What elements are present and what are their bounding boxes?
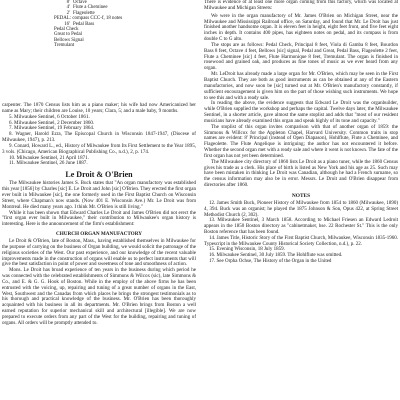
stop-list-item: 16' Pedal Bass — [64, 21, 95, 27]
stop-list-item: Tremulant — [54, 43, 75, 49]
footnote: 14. James Title, Historic Story of the First Baptist Church, Milwaukee, Wisconsin 1835-1960. Typescript in the Milwaukee County Historical Society Collection, n.d.), p. 22. — [204, 235, 398, 247]
paragraph: Mr. LeDroit has already made a large organ for Mr. O'Brien, which may be seen in the First Baptist Church. They are both as good instruments as can be obtained at any of the Eastern manufactories, and now soon be [sic] turned out at Mr. O'Brien's manufactory constantly, if sufficient encouragement is given him on the part of those wishing such instruments. We hope to see this and with a ready sale. — [204, 71, 398, 101]
right-column — [204, 0, 398, 400]
spacer — [2, 49, 196, 103]
stop-list — [54, 0, 196, 49]
footnote: 12. James Smith Buck, Pioneer History of Milwaukee from 1854 to 1860 (Milwaukee, 1890) 4, 394. Buck was an organist; he played the 1875 Johnson & Son, Opus 422, at Spring Street Methodist Church (2, 302). — [204, 201, 398, 218]
paragraph: We were in the organ manufactory of Mr. James O'Brien on Michigan Street, near the Milwaukee and Mississippi Railroad office, on Saturday, and found that Mr. Le Droit has just finished another handsome organ. It is eleven feet in height, eight feet front, and five feet eight inches in depth. It contains 400 pipes, has eighteen notes on pedal, and its compass is from double C to G alto. — [204, 12, 398, 43]
footnote: 9. Conard, Howard L., ed., History of Milwaukee from Its First Settlement to the Year 1895, 3 vols. (Chicago, American Biographical Publishing Co., n.d.), 2, p. 174. — [2, 142, 196, 155]
stop-list-item: PEDAL: compass CCC-f, 18 notes — [54, 16, 123, 22]
stop-list-item: Great to Pedal — [54, 32, 82, 38]
footnote: 10. Milwaukee Sentinel, 21 April 1871. — [9, 154, 89, 161]
footnote: 7. Milwaukee Sentinel, 19 February 1864. — [9, 125, 95, 132]
footnote: 13. Milwaukee Sentinel, 3 March 1858. According to Michael Friesen an Edward Ledroit appears in the 1850 Boston directory as "cabinetmaker, hse. 22 Rochester St." This is the only Boston reference that has been found. — [204, 218, 398, 235]
footnote: 5. Milwaukee Sentinel, 6 October 1861. — [9, 113, 90, 120]
stop-list-item: 8' Octave — [66, 0, 87, 5]
paragraph: In reading the above, the evidence suggests that Edward Le Droit was the organbuilder, while O'Brien supplied the workshop and perhaps the capital. Twelve days later, the Milwaukee Sentinel, in a shorter article, gave almost the same stoplist and adds that "most of our resident musicians have already examined this organ and speak highly of its tone and capacity." — [204, 100, 398, 124]
paragraph: The stoplist of this organ invites comparison with that of another organ of 1859: the Simmons & Willcox for the Appleton Chapel, Harvard University. Common traits in stop names are evident: 8' Principal (instead of Open Diapason), Hohlflute, Flute a Cheminee, and Flageolette. The Flute Angelique is intriguing; the author has not encountered it before. Whether the second organ met with a ready sale and where it went is not known. The fate of the first organ has not yet been determined. — [204, 123, 398, 159]
paragraph: While it has been shown that Edward Charles Le Droit and James O'Brien did not erect the "first organ ever built in Milwaukee," their contribution to Milwaukee's organ history is interesting. Here is the announcement of the firm's establishment: — [2, 209, 196, 228]
left-column — [2, 0, 196, 400]
footnote: 11. Milwaukee Sentinel, 26 June 1887. — [9, 160, 88, 167]
footnote: 17. See Orpha Ochse, The History of the Organ in the United — [209, 258, 332, 264]
stop-list-item: Pedal Check — [54, 27, 79, 32]
footnote: 15. Evening Wisconsin, 18 July 1859. — [209, 247, 285, 253]
stop-list-item: 2' Flageolette — [66, 10, 95, 16]
advertisement-heading: CHURCH ORGAN MANUFACTORY — [55, 231, 143, 238]
section-heading: Le Droit & O'Brien — [65, 170, 133, 180]
paragraph: carpenter. The 1870 Census lists him as a piano maker; his wife had now Americanized her name as Mary; their children are Louise, 10 years; Clara, 5; and a male baby, 9 months. — [2, 102, 196, 114]
paragraph: The Milwaukee histories James S. Buck states that "An organ manufactory was established this year [1856] by Charles [sic] E. Le Droit and John [sic] O'Brien. They erected the first organ ever built in Milwaukee [sic], the one formerly used in the First Baptist Church on Wisconsin Street, where Chapman's now stands. (Now 401 E. Wisconsin Ave.) Mr. Le Droit was from Montreal. He died many years ago. I think Mr. O'Brien is still living." — [2, 180, 196, 210]
footnote: 16. Milwaukee Sentinel, 30 July 1859. The Hohlflute was omitted. — [209, 253, 343, 259]
paragraph: There is evidence of at least one more organ coming from this factory, which was located at Milwaukee and Michigan Streets: — [204, 0, 398, 11]
notes-heading: NOTES — [291, 193, 311, 199]
paragraph: The Milwaukee city directory of 1860 lists Le Droit as a piano tuner, while the 1860 Census gives his trade as a clerk. His place of birth is listed as New York and his age as 25. Such may have been mistaken in thinking Le Droit was Canadian, although he had a French surname, so the census information may also be in error. Messrs. Le Droit and O'Brien disappear from directories after 1860. — [204, 158, 398, 189]
footnote: 8. Wagner, Harold Ezra, The Episcopal Church in Wisconsin 1847-1947, (Diocese of Milwaukee, 1947), p. 213. — [2, 131, 196, 144]
stop-list-item: Bellows Signal — [54, 37, 84, 43]
footnote: 6. Milwaukee Sentinel, 2 December 1860. — [9, 119, 95, 126]
paragraph: The stops are as follows: Pedal Check, Principal 8 feet, Viola di Gamba 8 feet, Bourdon Bass 8 feet, Octave 4 feet, Bellows [sic] signal, Pedal and Great, Pedal Bass, Flageolette 2 feet, Flute a Cheminee [sic] 4 feet, Flute Harmonique 8 feet, Tremulant. The organ is finished in rosewood and grained oak, and produces as fine tones of music as we ever heard from any organ. — [204, 41, 398, 72]
paragraph: Mons. Le Droit has broad experience of ten years in the business during which period he was connected with the celebrated establishments of Simmons & Wilcox (sic), late Simmons & Co., and E. & G. G. Hook of Boston. While in the employ of the above firms he has been entrusted with the voicing, up, repairing and tuning of a great number of organs in the East, West, Southwest and the Canadas from which places he brings the strongest testimonials as to his thorough and practical knowledge of the business. Mr. O'Brien has been thoroughly acquainted with his business in all its departments. Mr. O'Brien brings from Boston a well earned reputation for superior mechanical skill and architectural [illegible]. We are now prepared to execute orders from any part of the West for the building, repairing and tuning of organs. All orders will be promptly attended to. — [2, 267, 196, 326]
paragraph: Le Droit & O'Brien, late of Boston, Mass., having established themselves in Milwaukee for the purpose of carrying on the business of Organ building, we would solicit the patronage of the religious societies of the West. Our past experience, and our knowledge of the recent valuable improvements made in the construction of organs will enable us to perfect instruments that will give the best satisfaction in point of power and sweetness of tone and smoothness of action. — [2, 238, 196, 268]
stop-list-item: 4' Flute a Cheminee — [66, 5, 108, 11]
